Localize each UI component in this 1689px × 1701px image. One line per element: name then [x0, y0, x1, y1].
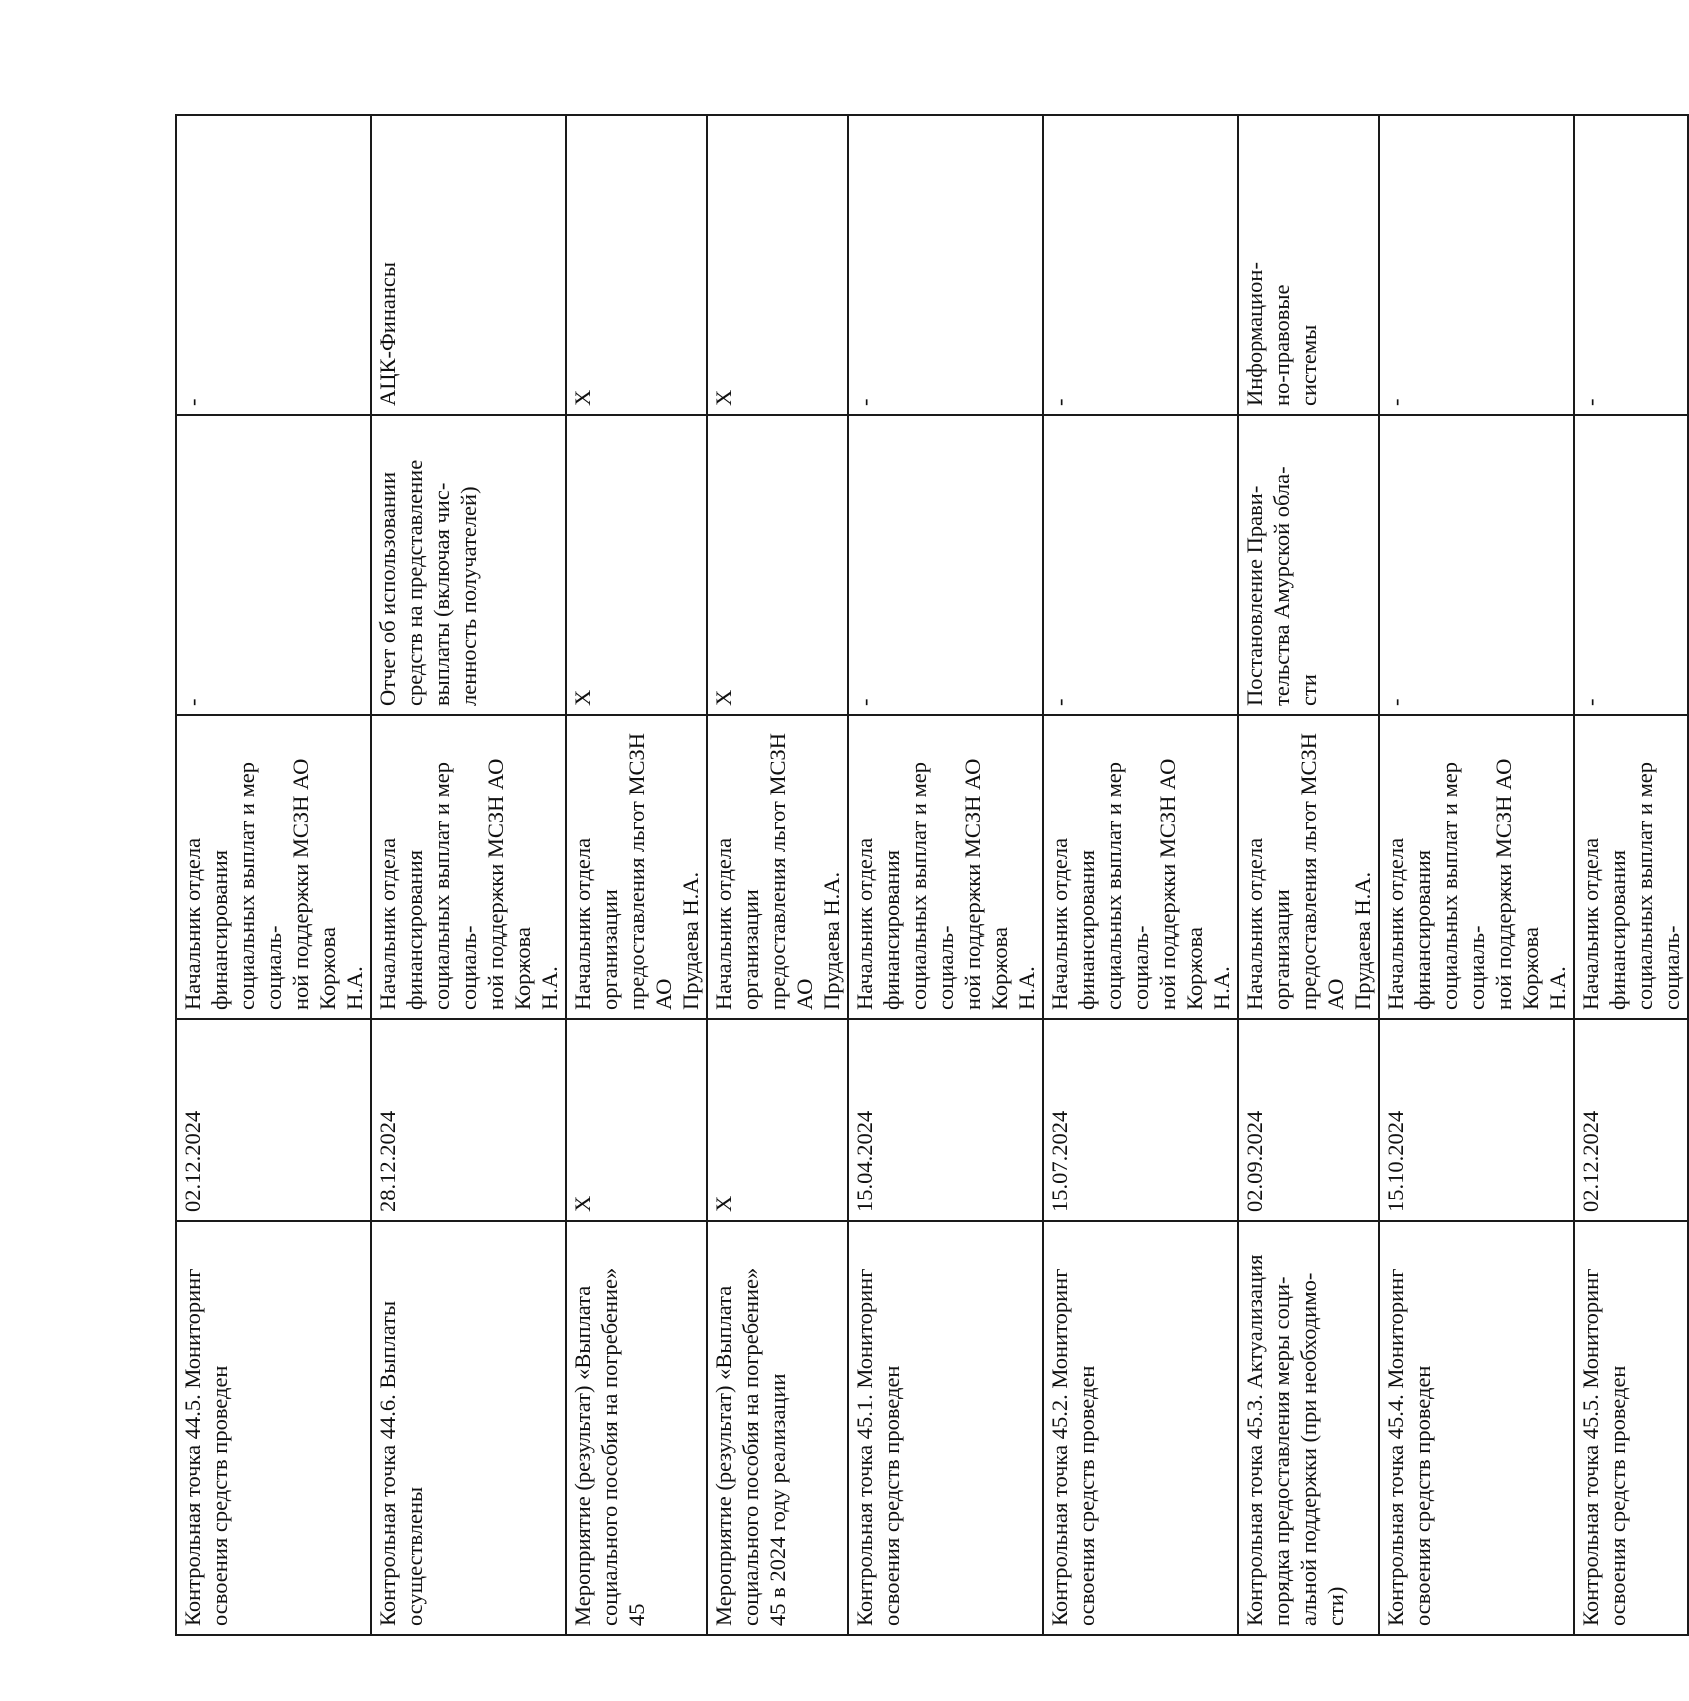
table-row: [371, 115, 566, 1635]
cell-responsible: Начальник отдела финансирования социальных выплат и мер социаль- ной поддержки МСЗН АО Коржова Н.А.: [848, 715, 1043, 1019]
cell-info-system: -: [176, 115, 371, 415]
cell-responsible: Начальник отдела финансирования социальных выплат и мер социаль- ной поддержки МСЗН АО Коржова Н.А.: [371, 715, 566, 1019]
cell-document: Х: [566, 415, 707, 715]
cell-info-system: Информацион- но-правовые системы: [1238, 115, 1379, 415]
cell-document: -: [848, 415, 1043, 715]
table-row: [1238, 115, 1379, 1635]
table-row: [1043, 115, 1238, 1635]
cell-responsible: Начальник отдела финансирования социальных выплат и мер социаль- ной поддержки МСЗН АО Коржова Н.А.: [1043, 715, 1238, 1019]
cell-responsible: Начальник отдела финансирования социальных выплат и мер социаль-: [1574, 715, 1688, 1019]
control-points-table: [175, 114, 1689, 1636]
cell-date: Х: [566, 1019, 707, 1221]
table-row: [176, 115, 371, 1635]
cell-info-system: Х: [707, 115, 848, 415]
cell-event-name: Контрольная точка 45.2. Мониторинг освоения средств проведен: [1043, 1221, 1238, 1635]
cell-event-name: Мероприятие (результат) «Выплата социального пособия на погребение» 45 в 2024 году реализации: [707, 1221, 848, 1635]
cell-document: -: [176, 415, 371, 715]
cell-responsible: Начальник отдела организации предоставления льгот МСЗН АО Прудаева Н.А.: [566, 715, 707, 1019]
cell-event-name: Контрольная точка 45.5. Мониторинг освоения средств проведен: [1574, 1221, 1688, 1635]
cell-responsible: Начальник отдела финансирования социальных выплат и мер социаль- ной поддержки МСЗН АО Коржова Н.А.: [1379, 715, 1574, 1019]
cell-date: 15.10.2024: [1379, 1019, 1574, 1221]
cell-date: 15.04.2024: [848, 1019, 1043, 1221]
cell-document: -: [1574, 415, 1688, 715]
table-row: [848, 115, 1043, 1635]
table-row: [1574, 115, 1688, 1635]
cell-info-system: -: [848, 115, 1043, 415]
table-row: [1379, 115, 1574, 1635]
cell-responsible: Начальник отдела организации предоставления льгот МСЗН АО Прудаева Н.А.: [1238, 715, 1379, 1019]
cell-responsible: Начальник отдела финансирования социальных выплат и мер социаль- ной поддержки МСЗН АО Коржова Н.А.: [176, 715, 371, 1019]
cell-info-system: -: [1043, 115, 1238, 415]
cell-document: Отчет об использовании средств на представление выплаты (включая чис- ленность получателей): [371, 415, 566, 715]
cell-event-name: Контрольная точка 45.4. Мониторинг освоения средств проведен: [1379, 1221, 1574, 1635]
cell-date: 02.12.2024: [1574, 1019, 1688, 1221]
cell-date: 15.07.2024: [1043, 1019, 1238, 1221]
cell-event-name: Контрольная точка 45.1. Мониторинг освоения средств проведен: [848, 1221, 1043, 1635]
table-row: [707, 115, 848, 1635]
cell-date: 02.09.2024: [1238, 1019, 1379, 1221]
cell-document: -: [1379, 415, 1574, 715]
rotated-table-container: [175, 116, 1684, 1636]
cell-info-system: -: [1574, 115, 1688, 415]
cell-date: 02.12.2024: [176, 1019, 371, 1221]
cell-event-name: Контрольная точка 44.6. Выплаты осуществлены: [371, 1221, 566, 1635]
cell-responsible: Начальник отдела организации предоставления льгот МСЗН АО Прудаева Н.А.: [707, 715, 848, 1019]
cell-event-name: Мероприятие (результат) «Выплата социального пособия на погребение» 45: [566, 1221, 707, 1635]
cell-info-system: Х: [566, 115, 707, 415]
table-row: [566, 115, 707, 1635]
cell-date: Х: [707, 1019, 848, 1221]
cell-document: -: [1043, 415, 1238, 715]
cell-document: Постановление Прави- тельства Амурской обла- сти: [1238, 415, 1379, 715]
cell-event-name: Контрольная точка 45.3. Актуализация порядка предоставления меры соци- альной поддержки (при необходимо- сти): [1238, 1221, 1379, 1635]
cell-info-system: -: [1379, 115, 1574, 415]
cell-date: 28.12.2024: [371, 1019, 566, 1221]
cell-document: Х: [707, 415, 848, 715]
cell-event-name: Контрольная точка 44.5. Мониторинг освоения средств проведен: [176, 1221, 371, 1635]
cell-info-system: АЦК-Финансы: [371, 115, 566, 415]
